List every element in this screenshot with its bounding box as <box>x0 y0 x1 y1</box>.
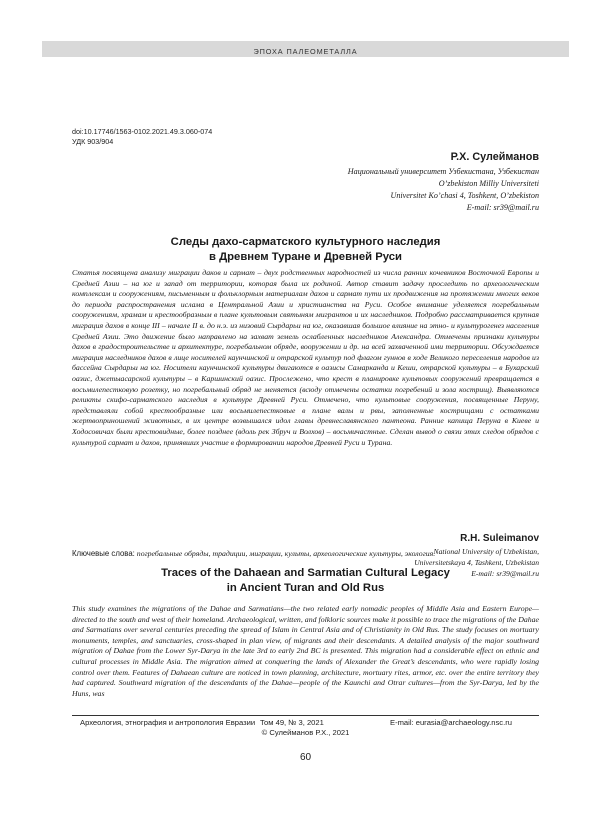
author-email-en[interactable]: E-mail: sr39@mail.ru <box>471 569 539 578</box>
article-title-en <box>72 566 539 596</box>
doi[interactable]: doi:10.17746/1563-0102.2021.49.3.060-074 <box>72 127 213 136</box>
affiliation-line: O’zbekiston Milliy Universiteti <box>438 179 539 188</box>
title-line: in Ancient Turan and Old Rus <box>226 582 385 594</box>
title-line: в Древнем Туране и Древней Руси <box>209 251 402 263</box>
section-header-text: ЭПОХА ПАЛЕОМЕТАЛЛА <box>253 47 358 56</box>
keywords-list: погребальные обряды, традиции, миграции, культы, археологические культуры, экология. <box>136 549 436 558</box>
copyright: © Сулейманов Р.Х., 2021 <box>261 728 350 737</box>
journal-email[interactable]: E-mail: eurasia@archaeology.nsc.ru <box>390 718 512 727</box>
affiliation-line: Universitet Ko’chasi 4, Toshkent, O’zbekiston <box>390 191 539 200</box>
section-header <box>42 41 569 57</box>
abstract-en: This study examines the migrations of the Dahae and Sarmatians—the two related early nomadic peoples of Middle Asia and Eastern Europe—directed to the south and west of their homeland. Archaeological, written, and folkloric sources make it possible to trace the migrations of the Dahae and Sarmatians over several centuries preceding the spread of Islam in Central Asia and of Christianity in Old Rus. The study focuses on mortuary monuments, temples, and sanctuaries, cross-shaped in plan view, of migrants and their descendants. A detailed analysis of the major southward migration of Dahae from the Lower Syr-Darya in the late 3rd to early 2nd BC is presented. This migration had a considerable effect on ethnic and cultural processes in Middle Asia. The migration aimed at conquering the lands of Alexander the Great’s descendants, who were rapidly losing control over them. Features of Dahaean culture are noticed in town planning, architecture, mortuary rites, armor, etc. over the entire territory they had captured. Southward migration of the descendants of the Dahae—people of the Kaunchi and Otrar cultures—from the Syr-Darya, led by the Huns, was <box>72 604 539 698</box>
title-line: Traces of the Dahaean and Sarmatian Cultural Legacy <box>161 567 450 579</box>
article-identifiers <box>72 127 212 147</box>
footer-divider <box>72 715 539 716</box>
abstract-ru: Статья посвящена анализу миграции даков и сармат – двух родственных народностей из числа ранних кочевников Восточной Европы и Средней Азии – на юг и запад от территории, которая была их родиной. Автор ставит задачу проследить по археологическим комплексам и сооружениям, письменным и фольклорным материалам дахов и сармат пути их продвижения на протяжении многих веков до периода распространения ислама в Центральной Азии и христианства на Руси. Особое внимание уделяется погребальным сооружениям, храмам и крестообразным в плане культовым святыням мигрантов и их наследников. Подробно рассматривается крупная миграция дахов в конце III – начале II в. до н.э. из низовий Сырдарьи на юг, оказавшая большое влияние на этно- и культурогенез населения Средней Азии. Это движение было направлено на захват земель ослабленных наследников Александра. Отмечены признаки культуры дахов в градостроительстве и архитектуре, погребальном обряде, вооружении и др. на всей захваченной ими территории. Обсуждается миграция наследников дахов в лице носителей каунчинской и отрарской культур под флагом гуннов в ходе Великого переселения народов из бассейна Сырдарьи на юг. Носители каунчинской культуры двигаются в оазисы Самарканда и Кеши, отрарской культуры – в Бухарский оазис, джетыасарской культуры – в Каршинский оазис. Прослежено, что крест в планировке культовых сооружений превращается в восьмилепестковую розетку, но погребальный обряд не меняется (всюду отмечены остатки погребений и зола кострищ). Выявляются реликты скифо-сарматского наследия в культуре Древней Руси. Отмечено, что культовые сооружения, посвященные Перуну, представляли собой крестообразные или восьмилепестковые в плане валы и рвы, заполненные кострищами с остатками жертвоприношений животных, в их центре возвышался идол главы древнеславянского пантеона. Ранние капища Перуна в Киеве и Ходосовичах были крестовидные, более позднее (вдоль рек Збруч и Волхов) – восьмичастные. Сделан вывод о связи этих следов обрядов с культурой сармат и дахов, принявших участие в формировании народов Древней Руси и Турана. <box>72 268 539 447</box>
journal-volume: Том 49, № 3, 2021 <box>260 718 324 727</box>
keywords-label: Ключевые слова: <box>72 549 135 558</box>
affiliation-ru <box>348 166 539 214</box>
article-title-ru <box>72 235 539 265</box>
affiliation-line: Universitetskaya 4, Tashkent, Uzbekistan <box>414 558 539 567</box>
affiliation-line: Национальный университет Узбекистана, Узбекистан <box>347 167 539 176</box>
affiliation-line: National University of Uzbekistan, <box>433 547 539 556</box>
page-number: 60 <box>299 752 312 763</box>
title-line: Следы дахо-сарматского культурного наследия <box>170 236 441 248</box>
author-name-en: R.H. Suleimanov <box>460 533 539 544</box>
udc-code: УДК 903/904 <box>72 137 114 146</box>
journal-name: Археология, этнография и антропология Евразии <box>80 718 256 727</box>
author-name-ru: Р.Х. Сулейманов <box>450 151 539 163</box>
author-email-ru[interactable]: E-mail: sr39@mail.ru <box>466 203 539 212</box>
